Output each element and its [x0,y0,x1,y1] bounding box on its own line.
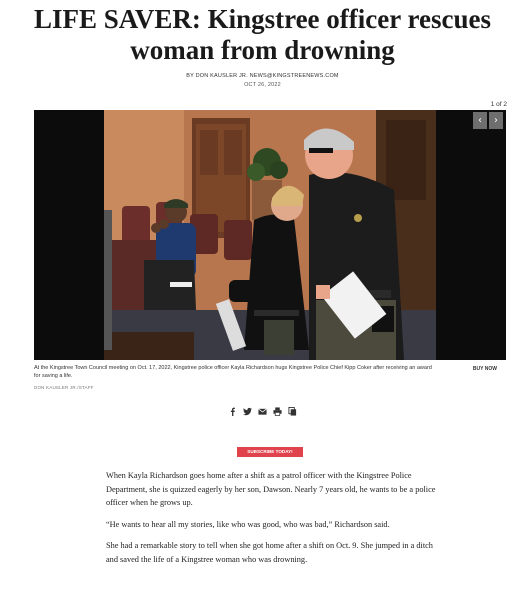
photo-credit: DON KAUSLER JR./STAFF [34,385,94,390]
gallery-next-button[interactable] [489,112,503,129]
byline-email-link[interactable]: NEWS@KINGSTREENEWS.COM [249,73,339,79]
byline [0,73,525,79]
share-bar [228,407,297,416]
article-body [106,469,436,574]
twitter-icon[interactable] [243,407,252,416]
facebook-icon[interactable] [228,407,237,416]
article-paragraph: “He wants to hear all my stories, like who was good, who was bad,” Richardson said. [106,519,390,529]
article-headline: LIFE SAVER: Kingstree officer rescues woman from drowning [34,4,491,65]
gallery-photo[interactable] [104,110,436,360]
gallery-prev-button[interactable] [473,112,487,129]
email-icon[interactable] [258,407,267,416]
photo-caption: At the Kingstree Town Council meeting on Oct. 17, 2022, Kingstree police officer Kayla Richardson hugs Kingstree Police Chief Kipp Coker after receiving an award for saving a life. [34,365,432,379]
copy-icon[interactable] [288,407,297,416]
gallery-counter: 1 of 2 [490,101,507,108]
article-paragraph: When Kayla Richardson goes home after a shift as a patrol officer with the Kingstree Police Department, she is quizzed eagerly by her son, Dawson. Nearly 7 years old, he wants to be a police officer when he grows up. [106,471,436,507]
chevron-left-icon: ‹ [478,115,482,126]
publish-date: OCT 26, 2022 [244,82,281,88]
subscribe-button[interactable]: SUBSCRIBE TODAY! [237,447,303,457]
photo-gallery [34,110,506,360]
chevron-right-icon: › [494,115,498,126]
article-paragraph: She had a remarkable story to tell when she got home after a shift on Oct. 9. She jumped in a ditch and saved the life of a Kingstree woman who was drowning. [106,541,433,564]
buy-now-link[interactable]: BUY NOW [472,366,497,372]
byline-author[interactable]: BY DON KAUSLER JR. [186,73,248,79]
print-icon[interactable] [273,407,282,416]
